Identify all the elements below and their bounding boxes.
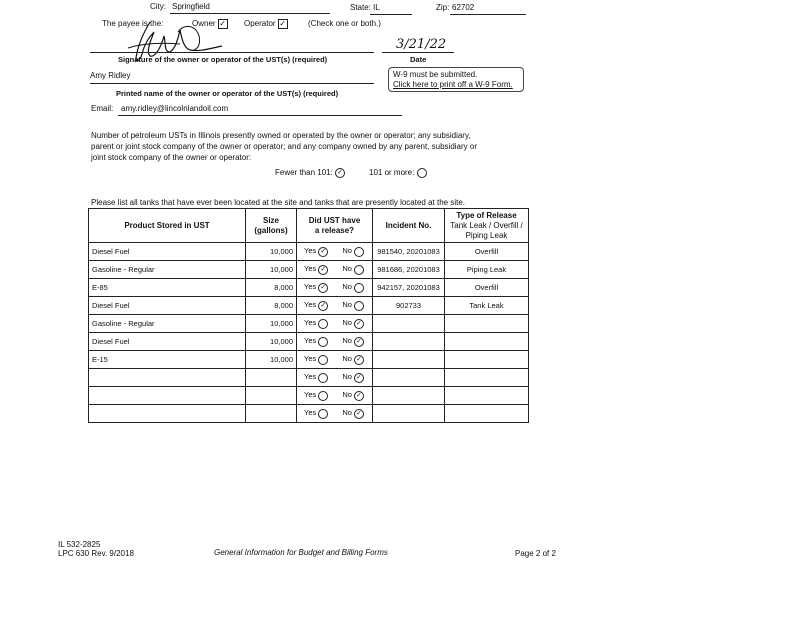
size-cell[interactable]: 10,000 [246,351,297,369]
incident-cell[interactable] [373,405,445,423]
zip-value[interactable]: 62702 [452,3,475,12]
ust-question-line1: Number of petroleum USTs in Illinois presently owned or operated by the owner or operator; any subsidiary, [91,131,471,140]
operator-checkbox[interactable]: ✓ [279,19,286,28]
footer-code-2: LPC 630 Rev. 9/2018 [58,549,134,558]
date-value[interactable]: 3/21/22 [396,37,447,52]
tank-intro: Please list all tanks that have ever been located at the site and tanks that are presently located at the site. [91,198,466,207]
state-value[interactable]: IL [373,3,380,12]
header-product: Product Stored in UST [89,209,246,243]
ust-question-line2: parent or joint stock company of the owner or operator; and any company owned by any parent, subsidiary or [91,142,477,151]
incident-cell[interactable]: 902733 [373,297,445,315]
header-release-type: Type of Release Tank Leak / Overfill / Piping Leak [445,209,529,243]
table-row [89,333,529,351]
release-type-cell[interactable]: Piping Leak [445,261,529,279]
release-type-cell[interactable] [445,315,529,333]
product-cell[interactable]: Diesel Fuel [89,333,246,351]
size-cell[interactable]: 10,000 [246,261,297,279]
no-label: No [342,264,352,274]
release-cell [297,261,373,279]
no-radio[interactable]: ✓ [354,337,364,347]
table-row [89,315,529,333]
fewer-than-101-radio[interactable]: ✓ [335,168,345,178]
product-cell[interactable]: Gasoline - Regular [89,315,246,333]
state-label: State: [350,3,371,12]
no-label: No [342,300,352,310]
table-row [89,297,529,315]
table-header-row [89,209,529,243]
release-cell [297,369,373,387]
release-type-cell[interactable] [445,351,529,369]
incident-cell[interactable] [373,369,445,387]
table-row [89,369,529,387]
yes-label: Yes [304,390,317,400]
w9-line: W-9 must be submitted. [393,70,478,79]
fewer-than-101-label: Fewer than 101: [275,168,333,178]
no-radio[interactable]: ✓ [354,319,364,329]
release-cell [297,279,373,297]
incident-cell[interactable]: 942157, 20201083 [373,279,445,297]
yes-label: Yes [304,246,317,256]
table-row [89,387,529,405]
product-cell[interactable]: Diesel Fuel [89,243,246,261]
no-label: No [342,408,352,418]
yes-label: Yes [304,300,317,310]
no-radio[interactable] [354,247,364,257]
yes-label: Yes [304,264,317,274]
incident-cell[interactable]: 981686, 20201083 [373,261,445,279]
w9-form-link[interactable]: Click here to print off a W-9 Form. [393,80,513,89]
header-release: Did UST have a release? [297,209,373,243]
fewer-than-101-option[interactable] [275,168,345,178]
product-cell[interactable]: E-85 [89,279,246,297]
city-label: City: [150,2,166,11]
no-radio[interactable] [354,265,364,275]
ust-question-line3: joint stock company of the owner or operator: [91,153,252,162]
table-row [89,351,529,369]
no-radio[interactable]: ✓ [354,355,364,365]
signature-caption: Signature of the owner or operator of the UST(s) (required) [118,55,328,64]
release-type-cell[interactable] [445,405,529,423]
release-type-cell[interactable] [445,333,529,351]
release-cell [297,333,373,351]
yes-radio[interactable]: ✓ [318,247,328,257]
product-cell[interactable] [89,405,246,423]
product-cell[interactable] [89,369,246,387]
yes-label: Yes [304,318,317,328]
payee-label: The payee is the: [102,19,164,28]
footer-code-1: IL 532-2825 [58,540,101,549]
yes-label: Yes [304,336,317,346]
release-cell [297,243,373,261]
release-cell [297,315,373,333]
yes-radio[interactable]: ✓ [318,283,328,293]
incident-cell[interactable] [373,333,445,351]
incident-cell[interactable] [373,315,445,333]
size-cell[interactable]: 8,000 [246,279,297,297]
no-label: No [342,318,352,328]
owner-label: Owner [192,19,216,29]
header-size: Size (gallons) [246,209,297,243]
product-cell[interactable]: Gasoline - Regular [89,261,246,279]
footer-page: Page 2 of 2 [515,549,556,558]
yes-label: Yes [304,282,317,292]
product-cell[interactable]: E-15 [89,351,246,369]
no-label: No [342,246,352,256]
table-row [89,243,529,261]
release-type-cell[interactable]: Overfill [445,243,529,261]
yes-radio[interactable] [318,373,328,383]
product-cell[interactable]: Diesel Fuel [89,297,246,315]
release-cell [297,387,373,405]
more-than-101-radio[interactable] [417,168,427,178]
payee-note: (Check one or both.) [308,19,381,28]
no-label: No [342,354,352,364]
size-cell[interactable] [246,405,297,423]
release-cell [297,297,373,315]
no-label: No [342,336,352,346]
email-label: Email: [91,104,114,113]
no-radio[interactable]: ✓ [354,391,364,401]
operator-label: Operator [244,19,276,29]
size-cell[interactable]: 8,000 [246,297,297,315]
printed-name-value[interactable]: Amy Ridley [90,71,131,80]
more-than-101-option[interactable] [369,168,427,178]
size-cell[interactable] [246,369,297,387]
yes-radio[interactable] [318,337,328,347]
table-row [89,279,529,297]
no-label: No [342,390,352,400]
header-incident: Incident No. [373,209,445,243]
no-label: No [342,372,352,382]
yes-label: Yes [304,372,317,382]
incident-cell[interactable] [373,351,445,369]
yes-radio[interactable] [318,355,328,365]
yes-label: Yes [304,408,317,418]
size-cell[interactable]: 10,000 [246,315,297,333]
w9-notice [388,67,524,92]
email-value[interactable]: amy.ridley@lincolnlandoil.com [121,104,229,113]
no-label: No [342,282,352,292]
printed-name-caption: Printed name of the owner or operator of the UST(s) (required) [116,89,339,98]
product-cell[interactable] [89,387,246,405]
city-value[interactable]: Springfield [172,2,210,11]
owner-checkbox[interactable]: ✓ [219,19,226,28]
yes-radio[interactable]: ✓ [318,265,328,275]
footer-title: General Information for Budget and Billing Forms [214,548,388,557]
size-cell[interactable]: 10,000 [246,243,297,261]
yes-radio[interactable] [318,409,328,419]
table-row [89,261,529,279]
zip-label: Zip: [436,3,450,12]
incident-cell[interactable]: 981540, 20201083 [373,243,445,261]
release-type-cell[interactable]: Tank Leak [445,297,529,315]
more-than-101-label: 101 or more: [369,168,415,178]
release-type-cell[interactable] [445,369,529,387]
date-caption: Date [410,55,427,64]
release-type-cell[interactable]: Overfill [445,279,529,297]
table-row [89,405,529,423]
release-cell [297,351,373,369]
incident-cell[interactable] [373,387,445,405]
size-cell[interactable]: 10,000 [246,333,297,351]
operator-option[interactable] [244,19,288,29]
no-radio[interactable] [354,283,364,293]
no-radio[interactable]: ✓ [354,409,364,419]
yes-radio[interactable] [318,391,328,401]
no-radio[interactable] [354,301,364,311]
no-radio[interactable]: ✓ [354,373,364,383]
tank-table [88,208,529,423]
release-cell [297,405,373,423]
yes-radio[interactable]: ✓ [318,301,328,311]
yes-label: Yes [304,354,317,364]
size-cell[interactable] [246,387,297,405]
release-type-cell[interactable] [445,387,529,405]
yes-radio[interactable] [318,319,328,329]
